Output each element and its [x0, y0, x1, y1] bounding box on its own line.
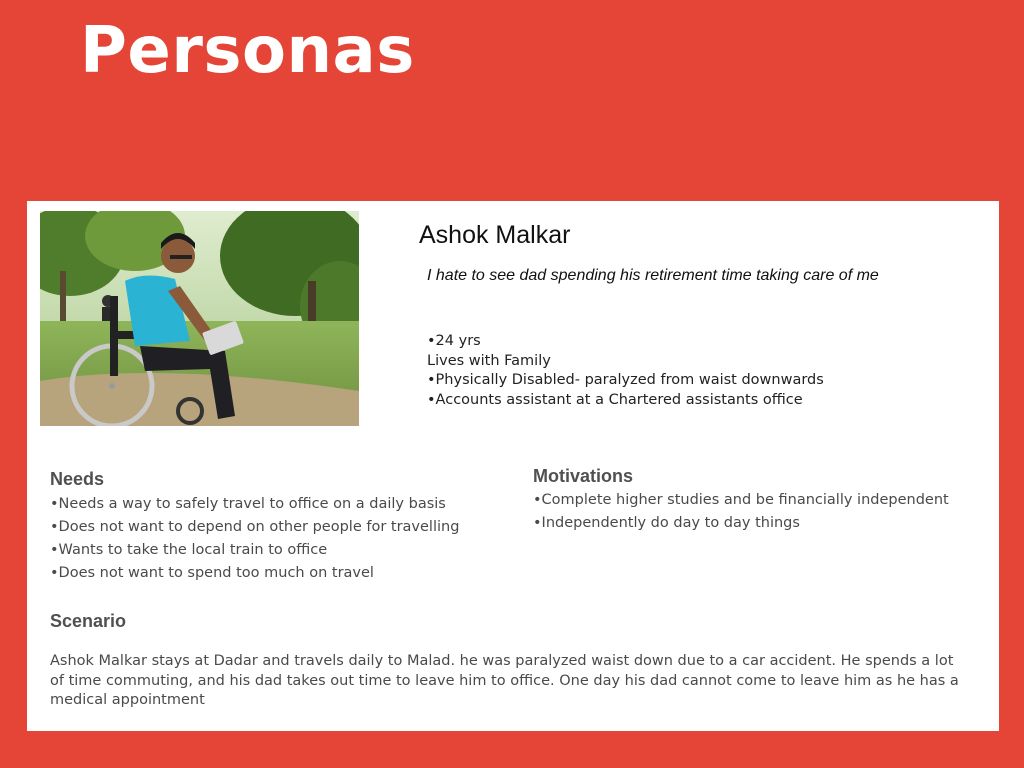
needs-item: •Wants to take the local train to office: [50, 542, 328, 558]
persona-name: Ashok Malkar: [419, 221, 571, 249]
needs-heading: Needs: [50, 469, 105, 489]
fact-item: •Accounts assistant at a Chartered assistants office: [427, 391, 803, 408]
motivations-list: [533, 489, 949, 535]
fact-item: •24 yrs: [427, 333, 481, 349]
needs-item: •Does not want to depend on other people for travelling: [50, 519, 460, 535]
scenario-heading: Scenario: [50, 611, 127, 631]
slide-title: Personas: [80, 14, 415, 88]
fact-item: •Physically Disabled- paralyzed from waist downwards: [427, 372, 824, 388]
needs-list: [50, 493, 459, 585]
persona-quote: I hate to see dad spending his retirement time taking care of me: [427, 267, 879, 284]
persona-facts: [427, 332, 824, 410]
motivations-item: •Complete higher studies and be financially independent: [533, 492, 949, 508]
persona-card: [27, 201, 999, 731]
fact-item: Lives with Family: [427, 352, 551, 369]
scenario-text: Ashok Malkar stays at Dadar and travels daily to Malad. he was paralyzed waist down due to a car accident. He spends a lot of time commuting, and his dad takes out time to leave him to office. One day his dad cannot come to leave him as he has a medical appointment: [50, 653, 959, 708]
persona-photo: [40, 211, 359, 426]
needs-item: •Does not want to spend too much on travel: [50, 565, 374, 581]
motivations-heading: Motivations: [533, 466, 634, 486]
motivations-item: •Independently do day to day things: [533, 515, 800, 531]
needs-item: •Needs a way to safely travel to office on a daily basis: [50, 496, 446, 512]
